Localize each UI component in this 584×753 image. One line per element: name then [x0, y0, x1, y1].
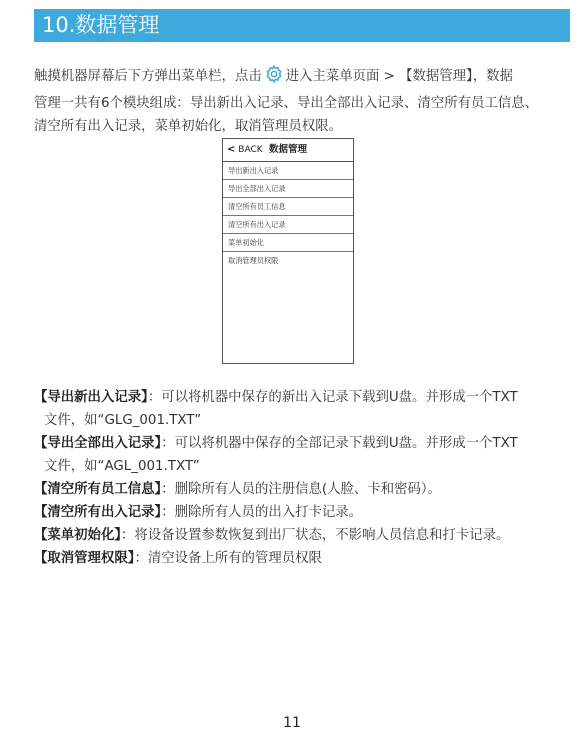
intro-line-1: 触摸机器屏幕后下方弹出菜单栏，点击 进入主菜单页面 > 【数据管理】，数据 [34, 64, 574, 92]
intro-line-2: 管理一共有6个模块组成：导出新出入记录、导出全部出入记录、清空所有员工信息、 [34, 96, 538, 111]
desc-item: 【导出全部出入记录】：可以将机器中保存的全部记录下载到U盘。并形成一个TXT [34, 436, 518, 451]
gear-icon [264, 64, 284, 92]
section-title: 10.数据管理 [42, 13, 160, 37]
desc-item: 【清空所有员工信息】：删除所有人员的注册信息(人脸、卡和密码）。 [34, 482, 441, 497]
menu-item-clear-staff[interactable]: 清空所有员工信息 [223, 198, 353, 216]
desc-item: 【清空所有出入记录】：删除所有人员的出入打卡记录。 [34, 505, 363, 520]
desc-item: 【取消管理权限】：清空设备上所有的管理员权限 [34, 551, 322, 566]
page-number: 11 [283, 715, 301, 731]
screen-header [223, 139, 353, 162]
menu-item-cancel-admin[interactable]: 取消管理员权限 [228, 256, 279, 265]
screen-title: 数据管理 [269, 144, 308, 155]
description-list [34, 386, 578, 570]
intro-paragraph [34, 64, 574, 138]
section-banner [34, 9, 570, 42]
desc-item-continuation: 文件，如“AGL_001.TXT” [44, 459, 200, 474]
chevron-left-icon: < [227, 144, 236, 155]
desc-item: 【菜单初始化】：将设备设置参数恢复到出厂状态，不影响人员信息和打卡记录。 [34, 528, 510, 543]
back-button[interactable]: < BACK [227, 144, 263, 155]
intro-line-3: 清空所有出入记录，菜单初始化，取消管理员权限。 [34, 119, 342, 134]
menu-item-clear-records[interactable]: 清空所有出入记录 [223, 216, 353, 234]
menu-item-export-new[interactable]: 导出新出入记录 [223, 162, 353, 180]
menu-item-init-menu[interactable]: 菜单初始化 [223, 234, 353, 252]
desc-item-continuation: 文件，如“GLG_001.TXT” [44, 413, 202, 428]
desc-item: 【导出新出入记录】：可以将机器中保存的新出入记录下载到U盘。并形成一个TXT [34, 390, 518, 405]
menu-item-export-all[interactable]: 导出全部出入记录 [223, 180, 353, 198]
device-screen-mockup [222, 138, 354, 364]
